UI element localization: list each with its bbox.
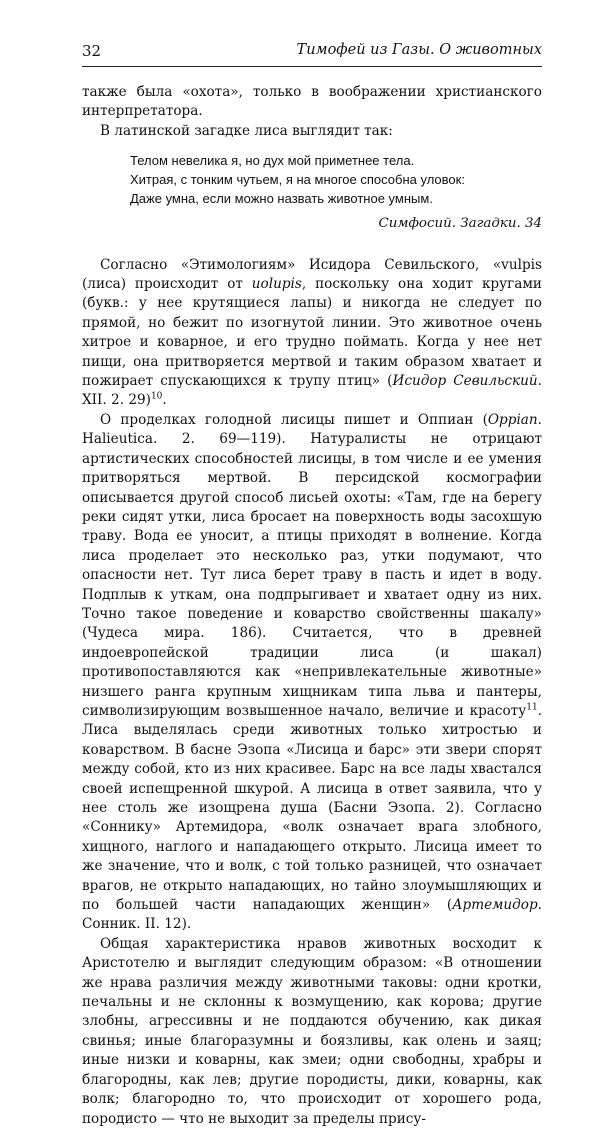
verse-attribution: Симфосий. Загадки. 34 bbox=[378, 216, 542, 232]
page-number: 32 bbox=[82, 42, 102, 60]
paragraph: также была «охота», только в воображении христианского интерпретатора. bbox=[82, 84, 542, 120]
paragraph: Общая характеристика нравов животных восходит к Аристотелю и выглядит следующим образом: «В отношении же нрава различия между животными таковы: одни кротки, печальны и не склонны к возмущению, как корова; другие злобны, агрессивны и не поддаются обучению, как дикая свинья; иные благоразумны и боязливы, как олень и заяц; иные низки и коварны, как змеи; одни свободны, храбры и благородны, как лев; другие породисты, дики, коварны, как волк; благородно то, что происходит от хорошего рода, породисто — что не выходит за пределы прису- bbox=[82, 935, 542, 1127]
section-gap bbox=[82, 234, 542, 256]
verse-line: Даже умна, если можно назвать животное умным. bbox=[130, 191, 433, 207]
paragraph: В латинской загадке лиса выглядит так: bbox=[100, 122, 393, 139]
verse-quote bbox=[130, 151, 542, 208]
verse-line: Хитрая, с тонким чутьем, я на многое способна уловок: bbox=[130, 172, 465, 188]
paragraph: О проделках голодной лисицы пишет и Оппиан (Oppian. Halieutica. 2. 69—119). Натуралисты не отрицают артистических способностей лисицы, в том числе и ее умения притворяться мертвой. В персидской космографии описывается другой способ лисьей охоты: «Там, где на берегу реки сидят утки, лиса бросает на поверхность воды засохшую траву. Вода ее уносит, а птицы приходят в волнение. Когда лиса проделает это несколько раз, утки подумают, что опасности нет. Тут лиса берет траву в пасть и идет в воду. Подплыв к уткам, она подпрыгивает и хватает одну из них. Точно такое поведение и коварство свойственны шакалу» (Чудеса мира. 186). Считается, что в древней индоевропейской традиции лиса (и шакал) противопоставляются как «непривлекательные животные» низшего ранга крупным хищникам типа льва и пантеры, символизирующим возвышенное начало, величие и красоту$^{11}$. Лиса выделялась среди животных только хитростью и коварством. В басне Эзопа «Лисица и барс» эти звери спорят между собой, кто из них красивее. Барс на все лады хвастался своей испещренной шкурой. А лисица в ответ заявила, что у нее столь же изощрена душа (Басни Эзопа. 2). Согласно «Соннику» Артемидора, «волк означает врага злобного, хищного, наглого и нападающего открыто. Лисица имеет то же значение, что и волк, с той только разницей, что означает врагов, не открыто нападающих, но тайно злоумышляющих и по большей части нападающих женщин» (Артемидор. Сонник. II. 12). bbox=[82, 411, 542, 933]
paragraph: Согласно «Этимологиям» Исидора Севильского, «vulpis (лиса) происходит от uolupis, поскольку она ходит кругами (букв.: у нее крутящиеся лапы) и никогда не следует по прямой, но бежит по изогнутой линии. Это животное очень хитрое и коварное, и его трудно поймать. Когда у нее нет пищи, она притворяется мертвой и таким образом хватает и пожирает спускающихся к трупу птиц» (Исидор Севильский. XII. 2. 29)$^{10}$. bbox=[82, 256, 542, 409]
footnote-ref[interactable]: 11 bbox=[526, 702, 538, 713]
running-title: Тимофей из Газы. О животных bbox=[296, 42, 542, 58]
footnote-ref[interactable]: 10 bbox=[150, 391, 163, 402]
page-body bbox=[82, 83, 542, 1129]
page-header bbox=[82, 40, 542, 67]
book-page bbox=[82, 40, 542, 1129]
verse-line: Телом невелика я, но дух мой приметнее тела. bbox=[130, 153, 415, 169]
